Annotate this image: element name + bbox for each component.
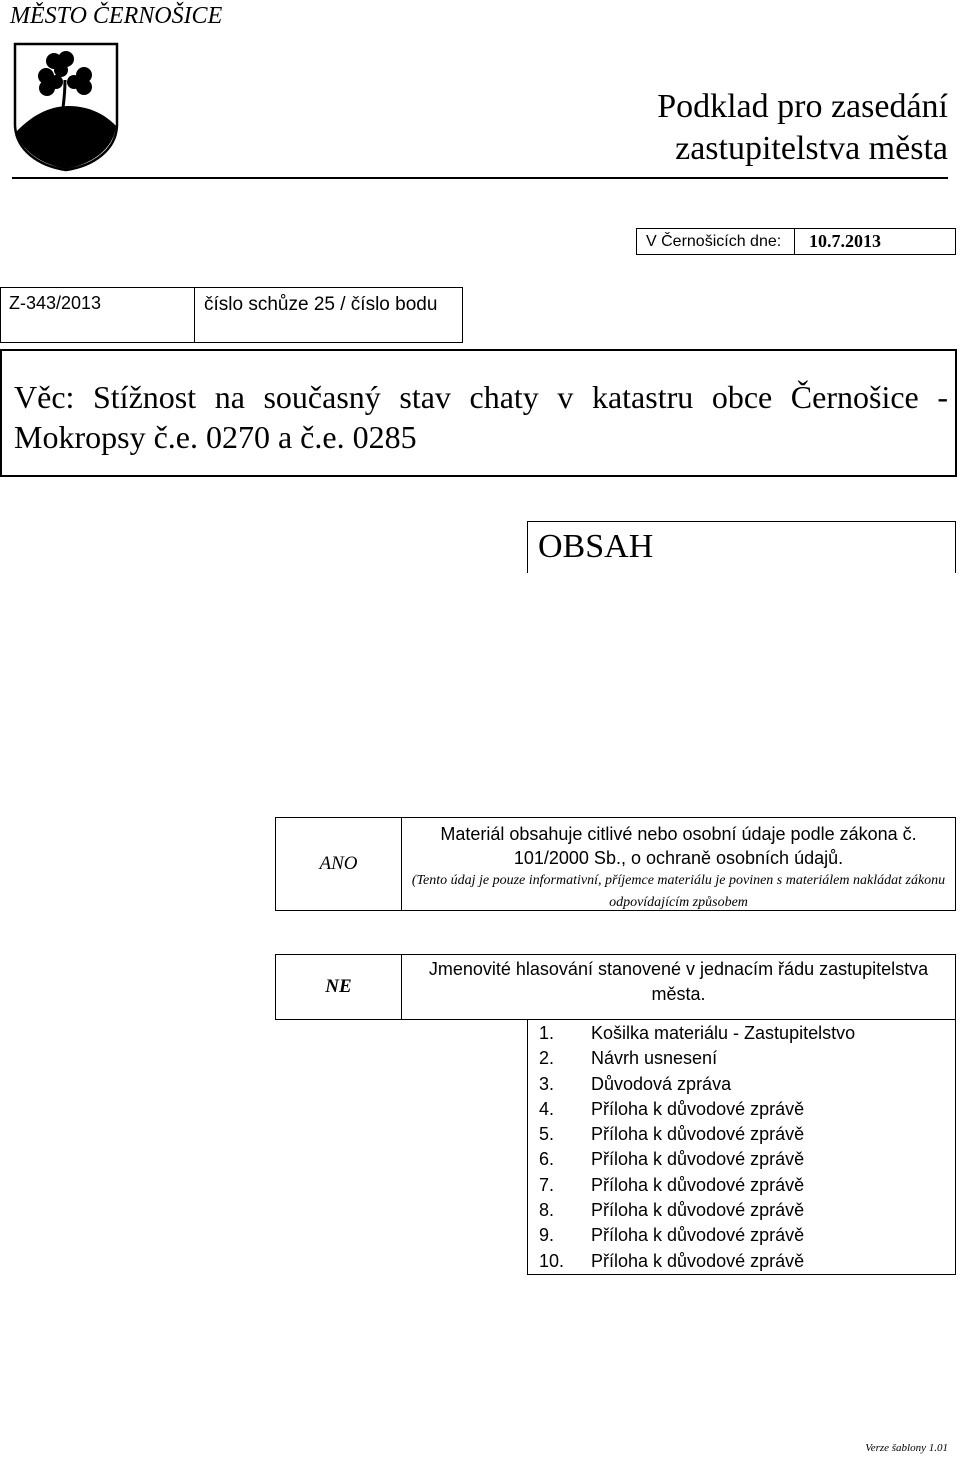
item-number: 7. [539, 1174, 555, 1195]
reference-box [0, 287, 463, 343]
list-item [528, 1046, 955, 1071]
title-line-1: Podklad pro zasedání [657, 88, 948, 125]
item-text: Důvodová zpráva [591, 1073, 732, 1094]
roll-call-vote-box [275, 954, 956, 1020]
list-item [528, 1198, 955, 1223]
date-label: V Černošicích dne: [637, 229, 795, 254]
sensitive-data-text: Materiál obsahuje citlivé nebo osobní údaje podle zákona č. 101/2000 Sb., o ochraně osobních údajů. [440, 824, 917, 868]
list-item [528, 1249, 955, 1274]
item-number: 8. [539, 1200, 555, 1221]
item-number: 6. [539, 1149, 555, 1170]
list-item [528, 1021, 955, 1046]
list-item [528, 1122, 955, 1147]
roll-call-vote-tag: NE [276, 955, 402, 1019]
contents-list [527, 1020, 956, 1275]
item-text: Příloha k důvodové zprávě [591, 1149, 805, 1170]
document-title [657, 86, 948, 170]
city-name: MĚSTO ČERNOŠICE [10, 3, 223, 29]
item-number: 9. [539, 1225, 555, 1246]
list-item [528, 1072, 955, 1097]
item-number: 2. [539, 1048, 555, 1069]
list-item [528, 1173, 955, 1198]
contents-heading: OBSAH [538, 528, 654, 565]
item-text: Příloha k důvodové zprávě [591, 1098, 805, 1119]
item-number: 5. [539, 1124, 555, 1145]
item-text: Příloha k důvodové zprávě [591, 1250, 805, 1271]
template-version: Verze šablony 1.01 [865, 1442, 948, 1454]
sensitive-data-box [275, 817, 956, 911]
subject-box [0, 349, 957, 477]
list-item [528, 1097, 955, 1122]
item-text: Příloha k důvodové zprávě [591, 1225, 805, 1246]
item-text: Příloha k důvodové zprávě [591, 1174, 805, 1195]
list-item [528, 1147, 955, 1172]
subject-text: Věc: Stížnost na současný stav chaty v katastru obce Černošice - Mokropsy č.e. 0270 a č.e. 0285 [14, 379, 948, 455]
title-divider [12, 177, 948, 179]
item-text: Návrh usnesení [591, 1048, 718, 1069]
item-number: 4. [539, 1098, 555, 1119]
item-text: Příloha k důvodové zprávě [591, 1200, 805, 1221]
reference-number: Z-343/2013 [1, 288, 195, 342]
item-text: Příloha k důvodové zprávě [591, 1124, 805, 1145]
item-text: Košilka materiálu - Zastupitelstvo [591, 1023, 856, 1043]
sensitive-data-note: (Tento údaj je pouze informativní, příjemce materiálu je povinen s materiálem nakládat zákonu odpovídajícím způsobem [411, 873, 946, 910]
roll-call-vote-text: Jmenovité hlasování stanovené v jednacím řádu zastupitelstva města. [428, 959, 929, 1004]
item-number: 1. [539, 1023, 555, 1043]
sensitive-data-info [402, 818, 955, 910]
cernosice-coat-of-arms-icon [13, 42, 119, 172]
item-number: 10. [539, 1250, 565, 1271]
sensitive-data-tag: ANO [276, 818, 402, 910]
contents-heading-box [527, 521, 956, 573]
list-item [528, 1223, 955, 1248]
meeting-number: číslo schůze 25 / číslo bodu [204, 294, 438, 315]
title-line-2: zastupitelstva města [675, 130, 948, 167]
date-value: 10.7.2013 [809, 231, 881, 251]
item-number: 3. [539, 1073, 555, 1094]
date-box [636, 228, 956, 255]
